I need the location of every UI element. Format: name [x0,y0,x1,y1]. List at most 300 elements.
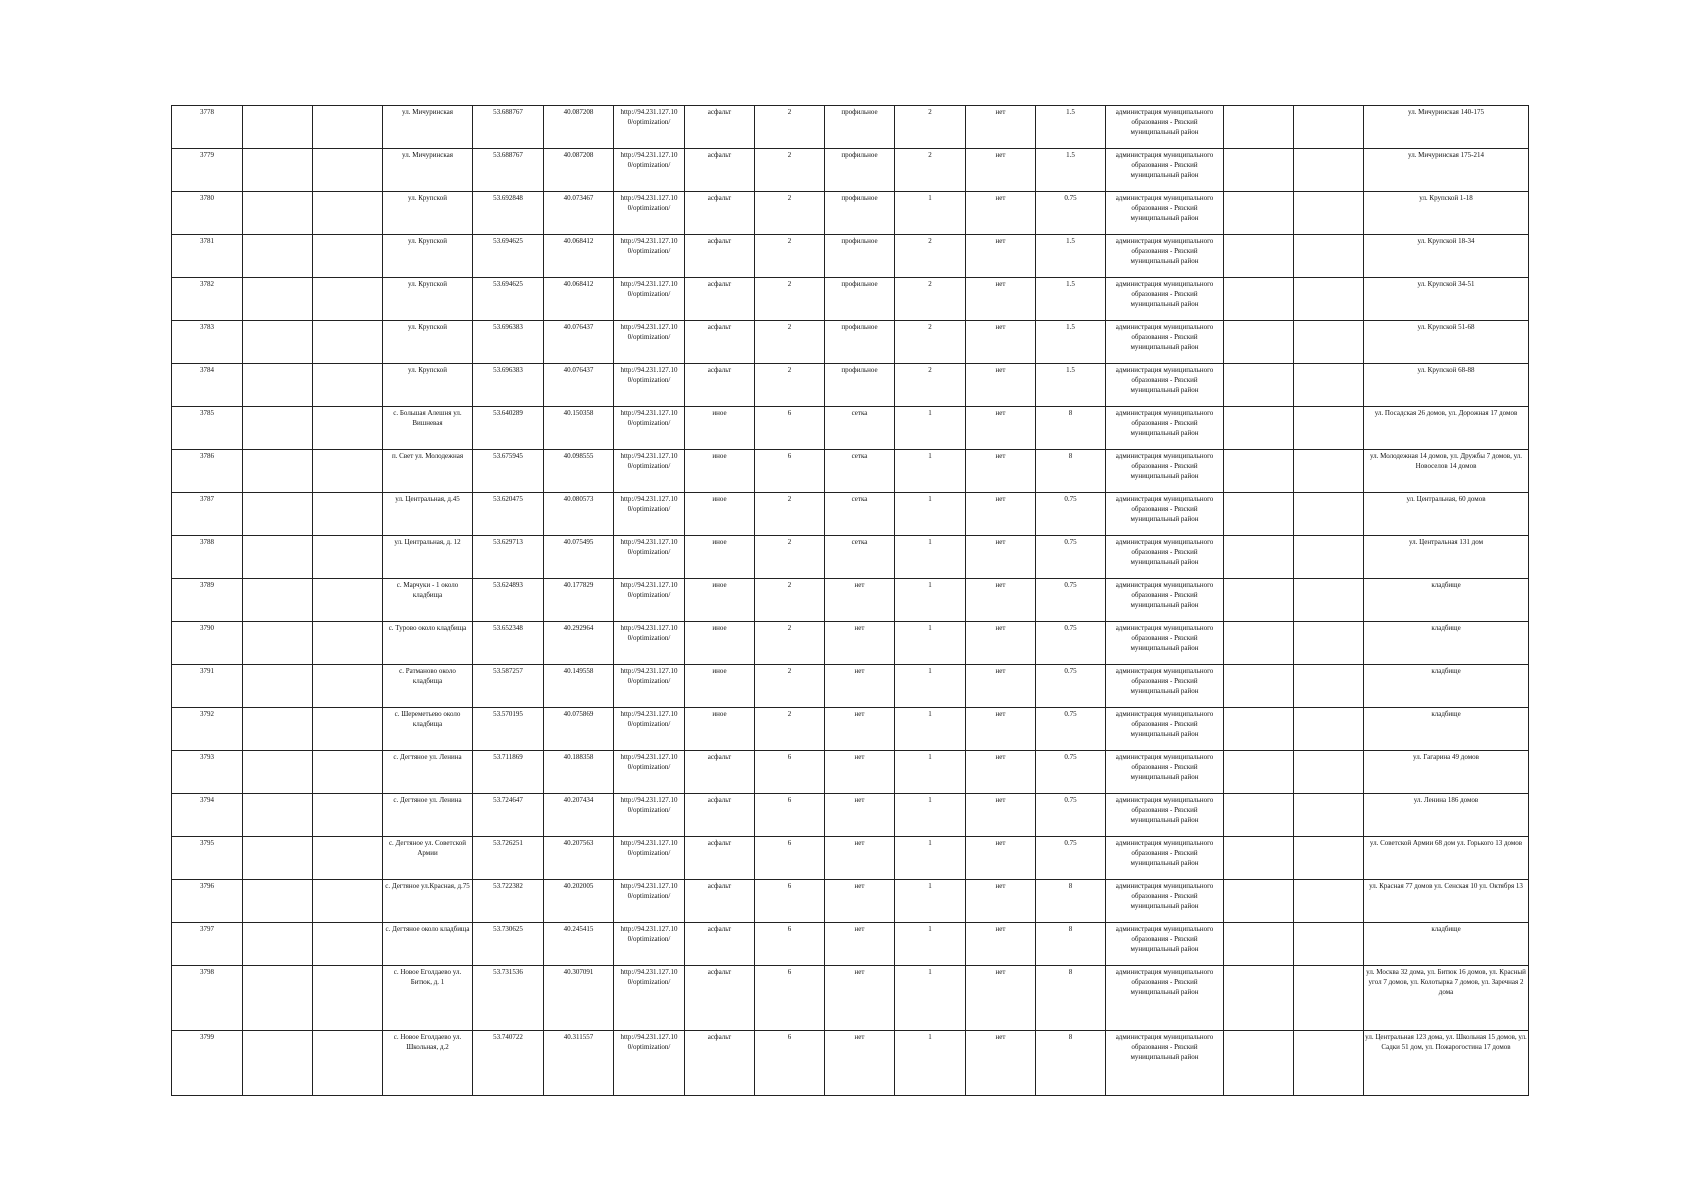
containers-cell: 1 [895,579,966,622]
empty-cell [313,493,383,536]
longitude-cell: 40.080573 [544,493,614,536]
records-table [171,105,1529,1096]
served-objects-cell: ул. Мичуринская 175-214 [1364,149,1529,192]
shed-cell: нет [966,235,1036,278]
fence-cell: сетка [825,493,895,536]
empty-cell [1294,923,1364,966]
surface-cell: иное [685,665,755,708]
address-cell: с. Дегтяное ул.Красная, д.75 [383,880,473,923]
volume-cell: 0.75 [1036,751,1106,794]
empty-cell [1224,364,1294,407]
address-cell: с. Дегтяное ул. Ленина [383,751,473,794]
longitude-cell: 40.098555 [544,450,614,493]
empty-cell [1294,235,1364,278]
shed-cell: нет [966,364,1036,407]
row-number-cell: 3784 [172,364,243,407]
url-cell: http://94.231.127.10 0/optimization/ [614,106,685,149]
address-cell: ул. Крупской [383,364,473,407]
volume-cell: 8 [1036,880,1106,923]
table-row [172,149,1529,192]
table-row [172,622,1529,665]
table-row [172,192,1529,235]
longitude-cell: 40.149558 [544,665,614,708]
owner-cell: администрация муниципального образования - Рязский муниципальный район [1106,321,1224,364]
row-number-cell: 3782 [172,278,243,321]
served-objects-cell: ул. Красная 77 домов ул. Сенская 10 ул. Октября 13 [1364,880,1529,923]
address-cell: с. Дегтяное ул. Советской Армии [383,837,473,880]
empty-cell [1294,966,1364,1031]
latitude-cell: 53.624893 [473,579,544,622]
empty-cell [1294,192,1364,235]
empty-cell [1294,493,1364,536]
surface-cell: асфальт [685,106,755,149]
longitude-cell: 40.207434 [544,794,614,837]
owner-cell: администрация муниципального образования - Рязский муниципальный район [1106,1031,1224,1096]
served-objects-cell: ул. Мичуринская 140-175 [1364,106,1529,149]
address-cell: с. Новое Еголдаево ул. Битюк, д. 1 [383,966,473,1031]
latitude-cell: 53.740722 [473,1031,544,1096]
longitude-cell: 40.207563 [544,837,614,880]
shed-cell: нет [966,450,1036,493]
empty-cell [1224,622,1294,665]
served-objects-cell: ул. Центральная 123 дома, ул. Школьная 15 домов, ул. Садки 51 дом, ул. Пожарогостина 17 домов [1364,1031,1529,1096]
shed-cell: нет [966,837,1036,880]
count-cell: 6 [755,880,825,923]
longitude-cell: 40.076437 [544,321,614,364]
empty-cell [243,880,313,923]
row-number-cell: 3786 [172,450,243,493]
fence-cell: профильное [825,235,895,278]
latitude-cell: 53.587257 [473,665,544,708]
latitude-cell: 53.688767 [473,106,544,149]
shed-cell: нет [966,966,1036,1031]
table-row [172,708,1529,751]
table-row [172,794,1529,837]
containers-cell: 2 [895,106,966,149]
served-objects-cell: ул. Ленина 186 домов [1364,794,1529,837]
address-cell: ул. Мичуринская [383,106,473,149]
served-objects-cell: ул. Молодежная 14 домов, ул. Дружбы 7 домов, ул. Новоселов 14 домов [1364,450,1529,493]
empty-cell [243,665,313,708]
url-cell: http://94.231.127.10 0/optimization/ [614,407,685,450]
empty-cell [1294,665,1364,708]
latitude-cell: 53.640289 [473,407,544,450]
latitude-cell: 53.692848 [473,192,544,235]
surface-cell: асфальт [685,235,755,278]
served-objects-cell: кладбище [1364,622,1529,665]
containers-cell: 1 [895,450,966,493]
url-cell: http://94.231.127.10 0/optimization/ [614,278,685,321]
owner-cell: администрация муниципального образования - Рязский муниципальный район [1106,149,1224,192]
surface-cell: иное [685,622,755,665]
containers-cell: 1 [895,622,966,665]
owner-cell: администрация муниципального образования - Рязский муниципальный район [1106,966,1224,1031]
table-row [172,407,1529,450]
empty-cell [1224,536,1294,579]
fence-cell: нет [825,794,895,837]
fence-cell: нет [825,751,895,794]
empty-cell [313,321,383,364]
latitude-cell: 53.629713 [473,536,544,579]
table-row [172,837,1529,880]
fence-cell: нет [825,880,895,923]
owner-cell: администрация муниципального образования - Рязский муниципальный район [1106,923,1224,966]
served-objects-cell: ул. Крупской 51-68 [1364,321,1529,364]
empty-cell [1294,794,1364,837]
surface-cell: иное [685,579,755,622]
url-cell: http://94.231.127.10 0/optimization/ [614,364,685,407]
longitude-cell: 40.087208 [544,106,614,149]
owner-cell: администрация муниципального образования - Рязский муниципальный район [1106,837,1224,880]
containers-cell: 2 [895,235,966,278]
surface-cell: иное [685,493,755,536]
empty-cell [313,1031,383,1096]
empty-cell [1294,321,1364,364]
count-cell: 6 [755,966,825,1031]
empty-cell [313,450,383,493]
containers-cell: 2 [895,278,966,321]
shed-cell: нет [966,321,1036,364]
empty-cell [1294,450,1364,493]
url-cell: http://94.231.127.10 0/optimization/ [614,622,685,665]
fence-cell: сетка [825,450,895,493]
empty-cell [1294,536,1364,579]
fence-cell: профильное [825,192,895,235]
row-number-cell: 3783 [172,321,243,364]
empty-cell [1224,665,1294,708]
address-cell: ул. Крупской [383,278,473,321]
count-cell: 2 [755,278,825,321]
owner-cell: администрация муниципального образования - Рязский муниципальный район [1106,106,1224,149]
surface-cell: асфальт [685,837,755,880]
row-number-cell: 3792 [172,708,243,751]
empty-cell [243,923,313,966]
owner-cell: администрация муниципального образования - Рязский муниципальный район [1106,794,1224,837]
shed-cell: нет [966,536,1036,579]
empty-cell [243,450,313,493]
surface-cell: асфальт [685,321,755,364]
fence-cell: профильное [825,278,895,321]
owner-cell: администрация муниципального образования - Рязский муниципальный район [1106,536,1224,579]
empty-cell [1294,708,1364,751]
containers-cell: 2 [895,321,966,364]
count-cell: 6 [755,450,825,493]
fence-cell: нет [825,622,895,665]
empty-cell [313,794,383,837]
volume-cell: 0.75 [1036,665,1106,708]
served-objects-cell: ул. Крупской 34-51 [1364,278,1529,321]
volume-cell: 0.75 [1036,794,1106,837]
containers-cell: 1 [895,708,966,751]
address-cell: с. Дегтяное ул. Ленина [383,794,473,837]
url-cell: http://94.231.127.10 0/optimization/ [614,536,685,579]
address-cell: с. Ратманово около кладбища [383,665,473,708]
surface-cell: асфальт [685,794,755,837]
empty-cell [313,880,383,923]
table-row [172,235,1529,278]
count-cell: 2 [755,106,825,149]
empty-cell [313,665,383,708]
owner-cell: администрация муниципального образования - Рязский муниципальный район [1106,364,1224,407]
table-row [172,579,1529,622]
owner-cell: администрация муниципального образования - Рязский муниципальный район [1106,192,1224,235]
empty-cell [1224,235,1294,278]
owner-cell: администрация муниципального образования - Рязский муниципальный район [1106,407,1224,450]
row-number-cell: 3795 [172,837,243,880]
empty-cell [1224,579,1294,622]
empty-cell [243,708,313,751]
row-number-cell: 3790 [172,622,243,665]
empty-cell [1224,493,1294,536]
fence-cell: сетка [825,536,895,579]
longitude-cell: 40.245415 [544,923,614,966]
empty-cell [1224,407,1294,450]
volume-cell: 8 [1036,1031,1106,1096]
longitude-cell: 40.202005 [544,880,614,923]
count-cell: 6 [755,1031,825,1096]
row-number-cell: 3798 [172,966,243,1031]
count-cell: 2 [755,321,825,364]
count-cell: 2 [755,149,825,192]
longitude-cell: 40.068412 [544,278,614,321]
surface-cell: асфальт [685,149,755,192]
empty-cell [243,966,313,1031]
url-cell: http://94.231.127.10 0/optimization/ [614,235,685,278]
containers-cell: 1 [895,966,966,1031]
address-cell: с. Турово около кладбища [383,622,473,665]
owner-cell: администрация муниципального образования - Рязский муниципальный район [1106,278,1224,321]
table-row [172,665,1529,708]
address-cell: ул. Крупской [383,235,473,278]
empty-cell [243,493,313,536]
containers-cell: 1 [895,794,966,837]
empty-cell [243,751,313,794]
fence-cell: нет [825,708,895,751]
row-number-cell: 3789 [172,579,243,622]
table-row [172,1031,1529,1096]
surface-cell: иное [685,407,755,450]
volume-cell: 0.75 [1036,493,1106,536]
count-cell: 2 [755,364,825,407]
count-cell: 6 [755,751,825,794]
empty-cell [243,235,313,278]
count-cell: 6 [755,794,825,837]
table-row [172,880,1529,923]
empty-cell [313,579,383,622]
empty-cell [313,536,383,579]
latitude-cell: 53.570195 [473,708,544,751]
table-row [172,923,1529,966]
empty-cell [1224,923,1294,966]
empty-cell [1224,794,1294,837]
shed-cell: нет [966,493,1036,536]
empty-cell [1294,278,1364,321]
empty-cell [243,579,313,622]
owner-cell: администрация муниципального образования - Рязский муниципальный район [1106,880,1224,923]
count-cell: 2 [755,622,825,665]
row-number-cell: 3797 [172,923,243,966]
address-cell: с. Новое Еголдаево ул. Школьная, д.2 [383,1031,473,1096]
latitude-cell: 53.726251 [473,837,544,880]
shed-cell: нет [966,149,1036,192]
shed-cell: нет [966,579,1036,622]
address-cell: ул. Мичуринская [383,149,473,192]
served-objects-cell: ул. Москва 32 дома, ул. Битюк 16 домов, ул. Красный угол 7 домов, ул. Колотырка 7 домов, ул. Заречная 2 дома [1364,966,1529,1031]
owner-cell: администрация муниципального образования - Рязский муниципальный район [1106,493,1224,536]
surface-cell: асфальт [685,966,755,1031]
owner-cell: администрация муниципального образования - Рязский муниципальный район [1106,751,1224,794]
empty-cell [313,622,383,665]
containers-cell: 1 [895,923,966,966]
row-number-cell: 3793 [172,751,243,794]
count-cell: 2 [755,536,825,579]
owner-cell: администрация муниципального образования - Рязский муниципальный район [1106,665,1224,708]
surface-cell: иное [685,536,755,579]
served-objects-cell: кладбище [1364,923,1529,966]
fence-cell: профильное [825,321,895,364]
empty-cell [1294,880,1364,923]
row-number-cell: 3791 [172,665,243,708]
fence-cell: нет [825,1031,895,1096]
containers-cell: 1 [895,493,966,536]
empty-cell [1224,966,1294,1031]
longitude-cell: 40.075495 [544,536,614,579]
count-cell: 6 [755,407,825,450]
table-body [172,106,1529,1096]
longitude-cell: 40.307091 [544,966,614,1031]
empty-cell [313,192,383,235]
empty-cell [1294,407,1364,450]
empty-cell [1224,192,1294,235]
table-row [172,364,1529,407]
row-number-cell: 3799 [172,1031,243,1096]
empty-cell [1224,708,1294,751]
longitude-cell: 40.075869 [544,708,614,751]
served-objects-cell: кладбище [1364,708,1529,751]
owner-cell: администрация муниципального образования - Рязский муниципальный район [1106,450,1224,493]
address-cell: с. Большая Алешня ул. Вишневая [383,407,473,450]
empty-cell [313,751,383,794]
volume-cell: 1.5 [1036,106,1106,149]
empty-cell [313,966,383,1031]
shed-cell: нет [966,106,1036,149]
volume-cell: 8 [1036,450,1106,493]
latitude-cell: 53.620475 [473,493,544,536]
shed-cell: нет [966,192,1036,235]
empty-cell [243,536,313,579]
served-objects-cell: ул. Центральная, 60 домов [1364,493,1529,536]
empty-cell [1294,1031,1364,1096]
url-cell: http://94.231.127.10 0/optimization/ [614,923,685,966]
empty-cell [1224,837,1294,880]
containers-cell: 1 [895,536,966,579]
address-cell: с. Дегтяное около кладбища [383,923,473,966]
latitude-cell: 53.696383 [473,321,544,364]
surface-cell: асфальт [685,880,755,923]
served-objects-cell: ул. Центральная 131 дом [1364,536,1529,579]
fence-cell: профильное [825,364,895,407]
volume-cell: 1.5 [1036,278,1106,321]
volume-cell: 0.75 [1036,192,1106,235]
served-objects-cell: ул. Крупской 18-34 [1364,235,1529,278]
latitude-cell: 53.711869 [473,751,544,794]
empty-cell [243,321,313,364]
url-cell: http://94.231.127.10 0/optimization/ [614,751,685,794]
address-cell: ул. Крупской [383,321,473,364]
served-objects-cell: ул. Посадская 26 домов, ул. Дорожная 17 домов [1364,407,1529,450]
empty-cell [1294,579,1364,622]
empty-cell [1224,321,1294,364]
longitude-cell: 40.068412 [544,235,614,278]
longitude-cell: 40.188358 [544,751,614,794]
empty-cell [313,923,383,966]
owner-cell: администрация муниципального образования - Рязский муниципальный район [1106,235,1224,278]
url-cell: http://94.231.127.10 0/optimization/ [614,192,685,235]
owner-cell: администрация муниципального образования - Рязский муниципальный район [1106,708,1224,751]
containers-cell: 2 [895,364,966,407]
latitude-cell: 53.694625 [473,278,544,321]
fence-cell: сетка [825,407,895,450]
containers-cell: 1 [895,192,966,235]
url-cell: http://94.231.127.10 0/optimization/ [614,1031,685,1096]
empty-cell [313,364,383,407]
served-objects-cell: ул. Крупской 1-18 [1364,192,1529,235]
count-cell: 2 [755,665,825,708]
empty-cell [313,708,383,751]
address-cell: с. Марчуки - 1 около кладбища [383,579,473,622]
latitude-cell: 53.652348 [473,622,544,665]
empty-cell [243,364,313,407]
shed-cell: нет [966,278,1036,321]
empty-cell [313,837,383,880]
surface-cell: иное [685,450,755,493]
surface-cell: иное [685,708,755,751]
address-cell: с. Шереметьево около кладбища [383,708,473,751]
address-cell: ул. Центральная, д.45 [383,493,473,536]
empty-cell [1224,751,1294,794]
table-row [172,106,1529,149]
empty-cell [313,235,383,278]
volume-cell: 0.75 [1036,622,1106,665]
empty-cell [313,278,383,321]
shed-cell: нет [966,923,1036,966]
served-objects-cell: ул. Гагарина 49 домов [1364,751,1529,794]
empty-cell [1294,622,1364,665]
latitude-cell: 53.675945 [473,450,544,493]
volume-cell: 8 [1036,407,1106,450]
served-objects-cell: кладбище [1364,665,1529,708]
shed-cell: нет [966,794,1036,837]
row-number-cell: 3780 [172,192,243,235]
url-cell: http://94.231.127.10 0/optimization/ [614,966,685,1031]
shed-cell: нет [966,1031,1036,1096]
empty-cell [1224,106,1294,149]
latitude-cell: 53.724647 [473,794,544,837]
address-cell: ул. Крупской [383,192,473,235]
served-objects-cell: ул. Крупской 68-88 [1364,364,1529,407]
latitude-cell: 53.730625 [473,923,544,966]
longitude-cell: 40.150358 [544,407,614,450]
owner-cell: администрация муниципального образования - Рязский муниципальный район [1106,622,1224,665]
url-cell: http://94.231.127.10 0/optimization/ [614,321,685,364]
fence-cell: нет [825,665,895,708]
surface-cell: асфальт [685,1031,755,1096]
containers-cell: 2 [895,149,966,192]
empty-cell [243,106,313,149]
containers-cell: 1 [895,837,966,880]
count-cell: 2 [755,235,825,278]
row-number-cell: 3785 [172,407,243,450]
